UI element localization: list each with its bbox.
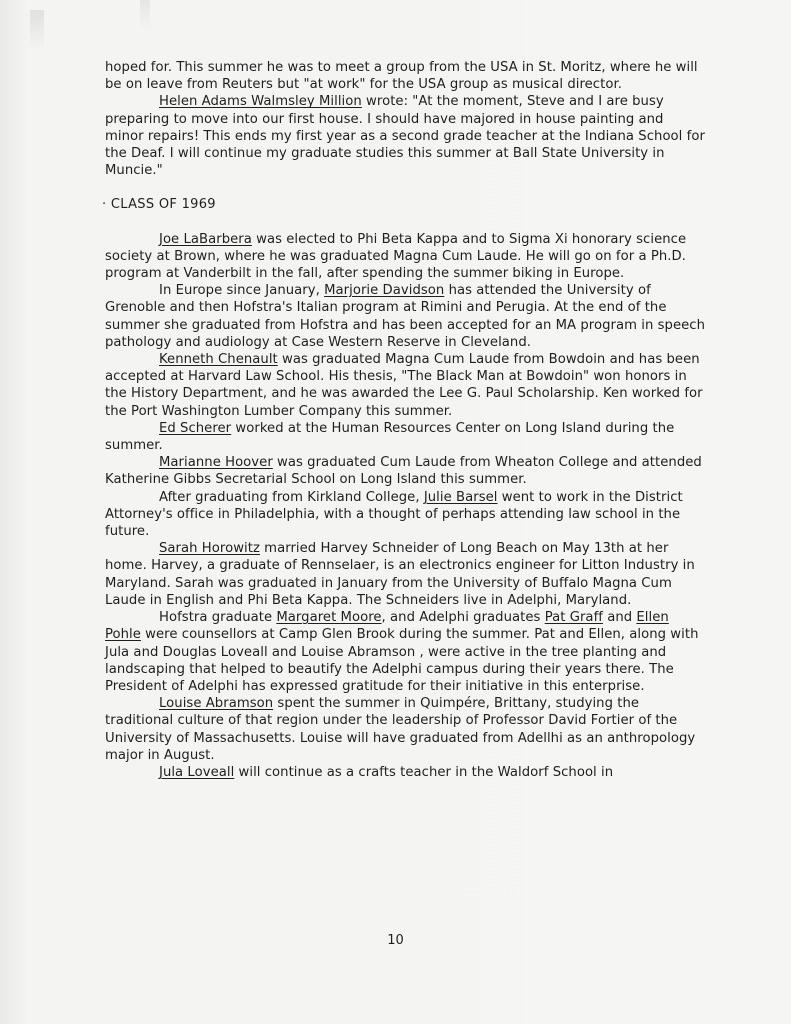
paragraph: Marianne Hoover was graduated Cum Laude from Wheaton College and attended Katherine Gibbs Secretarial School on Long Island this summer. <box>105 455 702 488</box>
person-name: Pat Graff <box>544 610 603 626</box>
person-name: Marianne Hoover <box>159 455 273 471</box>
paragraph: In Europe since January, Marjorie Davidson has attended the University of Grenoble and then Hofstra's Italian program at Rimini and Perugia. At the end of the summer she graduated from Hofstra and has been accepted for an MA program in speech pathology and audiology at Case Western Reserve in Cleveland. <box>105 283 705 350</box>
paragraph: Kenneth Chenault was graduated Magna Cum Laude from Bowdoin and has been accepted at Harvard Law School. His thesis, "The Black Man at Bowdoin" won honors in the History Department, and he was awarded the Lee G. Paul Scholarship. Ken worked for the Port Washington Lumber Company this summer. <box>105 352 703 419</box>
paragraph: Sarah Horowitz married Harvey Schneider of Long Beach on May 13th at her home. Harvey, a graduate of Rennselaer, is an electronics engineer for Litton Industry in Maryland. Sarah was graduated in January from the University of Buffalo Magna Cum Laude in English and Phi Beta Kappa. The Schneiders live in Adelphi, Maryland. <box>105 541 695 608</box>
paragraph: Jula Loveall will continue as a crafts teacher in the Waldorf School in <box>159 764 614 780</box>
person-name: Jula Loveall <box>159 764 235 780</box>
paragraph: Helen Adams Walmsley Million wrote: "At the moment, Steve and I are busy preparing to move into our first house. I should have majored in house painting and minor repairs! This ends my first year as a second grade teacher at the Indiana School for the Deaf. I will continue my graduate studies this summer at Ball State University in Muncie." <box>105 94 705 179</box>
paragraph: Louise Abramson spent the summer in Quimpére, Brittany, studying the traditional culture of that region under the leadership of Professor David Fortier of the University of Massachusetts. Louise will have graduated from Adellhi as an anthropology major in August. <box>105 696 696 763</box>
person-name: Kenneth Chenault <box>159 352 278 368</box>
person-name: Marjorie Davidson <box>324 283 445 299</box>
page-number: 10 <box>387 933 404 948</box>
person-name: Ellen Pohle <box>105 610 669 643</box>
paragraph: hoped for. This summer he was to meet a group from the USA in St. Moritz, where he will be on leave from Reuters but "at work" for the USA group as musical director. <box>105 60 698 93</box>
person-name: Louise Abramson <box>159 696 274 712</box>
paragraph: Ed Scherer worked at the Human Resources Center on Long Island during the summer. <box>105 420 675 454</box>
person-name: Julie Barsel <box>423 489 498 505</box>
section-heading: · CLASS OF 1969 <box>102 197 216 213</box>
person-name: Sarah Horowitz <box>159 541 260 557</box>
paragraph: Hofstra graduate Margaret Moore, and Adelphi graduates Pat Graff and Ellen Pohle were counsellors at Camp Glen Brook during the summer. Pat and Ellen, along with Jula and Douglas Loveall and Louise Abramson , were active in the tree planting and landscaping that helped to beautify the Adelphi campus during their years there. The President of Adelphi has expressed gratitude for their initiative in this enterprise. <box>105 610 699 694</box>
newsletter-body <box>102 59 705 781</box>
person-name: Ed Scherer <box>159 420 232 436</box>
paragraph: Joe LaBarbera was elected to Phi Beta Kappa and to Sigma Xi honorary science society at Brown, where he was graduated Magna Cum Laude. He will go on for a Ph.D. program at Vanderbilt in the fall, after spending the summer biking in Europe. <box>105 231 687 282</box>
person-name: Helen Adams Walmsley Million <box>159 94 362 110</box>
person-name: Joe LaBarbera <box>159 231 252 247</box>
paragraph: After graduating from Kirkland College, Julie Barsel went to work in the District Attorney's office in Philadelphia, with a thought of perhaps attending law school in the future. <box>105 489 683 540</box>
person-name: Margaret Moore <box>276 610 382 626</box>
scan-fold-mark <box>140 0 150 30</box>
scan-fold-mark <box>30 10 44 50</box>
